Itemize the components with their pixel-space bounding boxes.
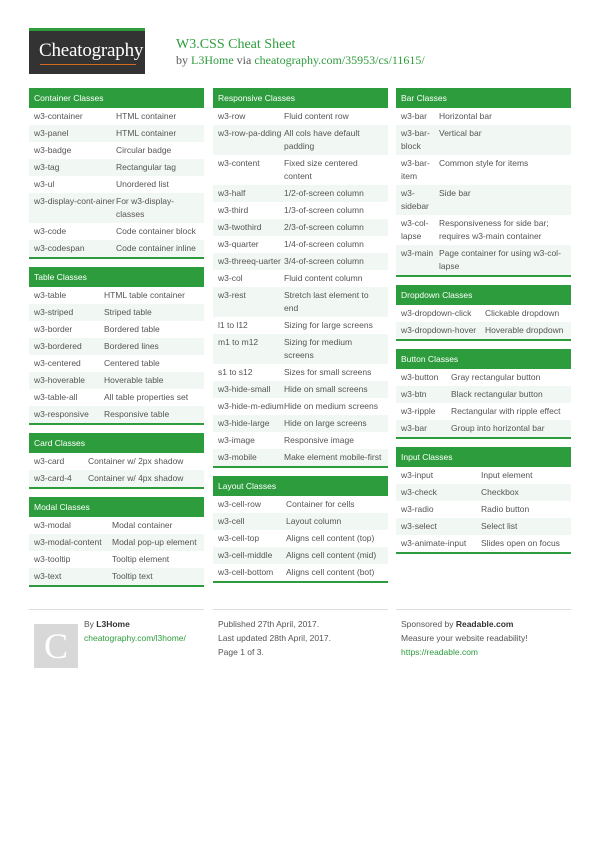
- class-description: Hide on small screens: [284, 384, 368, 394]
- class-description: Rectangular tag: [116, 162, 177, 172]
- cheatography-logo[interactable]: [29, 28, 145, 74]
- class-description: Circular badge: [116, 145, 172, 155]
- class-name: w3-table-all: [34, 392, 78, 402]
- table-row: [213, 496, 388, 513]
- class-description: Layout column: [286, 516, 342, 526]
- table-row: [213, 317, 388, 334]
- footer-divider: [29, 609, 204, 610]
- class-description: Vertical bar: [439, 128, 482, 138]
- table-row: [396, 386, 571, 403]
- section-dropdown-classes: [396, 285, 571, 341]
- table-row: [29, 406, 204, 423]
- section-title: Button Classes: [396, 349, 571, 369]
- table-row: [213, 449, 388, 466]
- class-name: w3-bar-item: [401, 158, 430, 181]
- class-description: Group into horizontal bar: [451, 423, 545, 433]
- class-description: Side bar: [439, 188, 471, 198]
- section-title: Bar Classes: [396, 88, 571, 108]
- class-description: Fluid content column: [284, 273, 363, 283]
- class-name: w3-button: [401, 372, 439, 382]
- byline: by L3Home via cheatography.com/35953/cs/11615/: [176, 53, 425, 67]
- class-description: 3/4-of-screen column: [284, 256, 364, 266]
- footer-divider: [396, 609, 571, 610]
- section-title: Container Classes: [29, 88, 204, 108]
- class-description: Stretch last element to end: [284, 290, 369, 313]
- footer-author-name: L3Home: [96, 619, 130, 629]
- section-title: Card Classes: [29, 433, 204, 453]
- class-description: Bordered lines: [104, 341, 159, 351]
- table-row: [213, 108, 388, 125]
- page-number: Page 1 of 3.: [218, 647, 264, 657]
- class-description: Common style for items: [439, 158, 529, 168]
- table-row: [396, 305, 571, 322]
- column-2: [213, 88, 388, 591]
- table-row: [396, 420, 571, 437]
- class-description: For w3-display-classes: [116, 196, 175, 219]
- logo-text: Cheatography: [39, 40, 144, 61]
- section-rows: [213, 108, 388, 466]
- table-row: [213, 530, 388, 547]
- class-description: HTML table container: [104, 290, 185, 300]
- class-description: Container for cells: [286, 499, 355, 509]
- class-name: w3-hoverable: [34, 375, 86, 385]
- class-name: w3-input: [401, 470, 434, 480]
- class-description: Input element: [481, 470, 533, 480]
- class-name: w3-hide-m-edium: [218, 401, 284, 411]
- class-description: Radio button: [481, 504, 530, 514]
- footer-divider: [213, 609, 388, 610]
- table-row: [396, 467, 571, 484]
- class-name: w3-hide-small: [218, 384, 271, 394]
- class-name: s1 to s12: [218, 367, 253, 377]
- table-row: [213, 236, 388, 253]
- class-name: w3-ul: [34, 179, 55, 189]
- class-name: l1 to l12: [218, 320, 248, 330]
- table-row: [29, 240, 204, 257]
- table-row: [213, 334, 388, 364]
- table-row: [29, 372, 204, 389]
- page-header: [29, 28, 589, 74]
- class-description: Responsive table: [104, 409, 170, 419]
- updated-date: Last updated 28th April, 2017.: [218, 633, 331, 643]
- logo-underline: [40, 64, 136, 65]
- class-name: w3-select: [401, 521, 437, 531]
- class-name: w3-cell: [218, 516, 245, 526]
- section-title: Modal Classes: [29, 497, 204, 517]
- page-title: W3.CSS Cheat Sheet: [176, 37, 296, 52]
- class-description: Bordered table: [104, 324, 160, 334]
- class-name: w3-code: [34, 226, 67, 236]
- class-description: Hide on medium screens: [284, 401, 379, 411]
- table-row: [396, 108, 571, 125]
- table-row: [213, 381, 388, 398]
- section-bar-classes: [396, 88, 571, 277]
- class-description: Responsiveness for side bar; requires w3-main container: [439, 218, 549, 241]
- class-name: w3-half: [218, 188, 246, 198]
- class-description: Gray rectangular button: [451, 372, 541, 382]
- table-row: [396, 535, 571, 552]
- class-name: w3-cell-top: [218, 533, 260, 543]
- table-row: [29, 321, 204, 338]
- section-rows: [396, 467, 571, 552]
- class-description: Modal container: [112, 520, 173, 530]
- class-name: w3-col-lapse: [401, 218, 429, 241]
- table-row: [29, 193, 204, 223]
- table-row: [29, 355, 204, 372]
- sponsor-link[interactable]: https://readable.com: [401, 647, 479, 657]
- class-description: Responsive image: [284, 435, 354, 445]
- class-description: Hoverable dropdown: [485, 325, 564, 335]
- class-name: w3-image: [218, 435, 255, 445]
- class-name: w3-row-pa-dding: [218, 128, 282, 138]
- class-description: Tooltip element: [112, 554, 170, 564]
- table-row: [396, 484, 571, 501]
- table-row: [213, 364, 388, 381]
- table-row: [29, 287, 204, 304]
- class-name: w3-modal-content: [34, 537, 102, 547]
- table-row: [29, 534, 204, 551]
- section-rows: [29, 108, 204, 257]
- table-row: [29, 338, 204, 355]
- table-row: [29, 304, 204, 321]
- section-rows: [396, 108, 571, 275]
- class-name: w3-table: [34, 290, 67, 300]
- class-name: w3-mobile: [218, 452, 257, 462]
- class-description: Sizes for small screens: [284, 367, 372, 377]
- class-description: Checkbox: [481, 487, 519, 497]
- class-name: w3-display-cont-ainer: [34, 196, 115, 206]
- class-description: 1/3-of-screen column: [284, 205, 364, 215]
- sponsor-name: Readable.com: [455, 619, 514, 629]
- class-name: w3-bar: [401, 423, 427, 433]
- table-row: [213, 547, 388, 564]
- sponsor-tagline: Measure your website readability!: [401, 633, 528, 643]
- section-input-classes: [396, 447, 571, 554]
- class-description: All table properties set: [104, 392, 189, 402]
- section-title: Responsive Classes: [213, 88, 388, 108]
- class-name: w3-animate-input: [401, 538, 467, 548]
- class-description: Tooltip text: [112, 571, 153, 581]
- section-rows: [29, 287, 204, 423]
- table-row: [29, 568, 204, 585]
- table-row: [213, 287, 388, 317]
- section-rows: [396, 305, 571, 339]
- table-row: [213, 398, 388, 415]
- class-description: Rectangular with ripple effect: [451, 406, 561, 416]
- class-description: HTML container: [116, 128, 177, 138]
- class-description: Sizing for large screens: [284, 320, 373, 330]
- class-description: All cols have default padding: [284, 128, 360, 151]
- class-description: Clickable dropdown: [485, 308, 560, 318]
- title-block: [176, 37, 425, 68]
- footer-dates: [218, 617, 331, 659]
- section-rows: [213, 496, 388, 581]
- section-table-classes: [29, 267, 204, 425]
- class-description: Modal pop-up element: [112, 537, 197, 547]
- class-name: w3-col: [218, 273, 243, 283]
- class-description: HTML container: [116, 111, 177, 121]
- class-description: Aligns cell content (top): [286, 533, 375, 543]
- class-name: w3-sidebar: [401, 188, 429, 211]
- table-row: [396, 185, 571, 215]
- class-description: Striped table: [104, 307, 152, 317]
- class-name: w3-cell-middle: [218, 550, 273, 560]
- class-name: w3-border: [34, 324, 73, 334]
- class-name: w3-check: [401, 487, 437, 497]
- class-description: 1/2-of-screen column: [284, 188, 364, 198]
- section-container-classes: [29, 88, 204, 259]
- class-name: w3-tag: [34, 162, 60, 172]
- class-name: w3-twothird: [218, 222, 262, 232]
- table-row: [29, 108, 204, 125]
- table-row: [213, 185, 388, 202]
- class-name: w3-btn: [401, 389, 427, 399]
- class-name: w3-responsive: [34, 409, 89, 419]
- section-title: Table Classes: [29, 267, 204, 287]
- class-description: Fluid content row: [284, 111, 349, 121]
- class-description: Select list: [481, 521, 518, 531]
- class-description: Hoverable table: [104, 375, 164, 385]
- class-description: Code container block: [116, 226, 196, 236]
- table-row: [396, 369, 571, 386]
- table-row: [213, 513, 388, 530]
- class-description: 1/4-of-screen column: [284, 239, 364, 249]
- column-3: [396, 88, 571, 562]
- class-name: w3-cell-bottom: [218, 567, 274, 577]
- table-row: [29, 551, 204, 568]
- table-row: [396, 322, 571, 339]
- class-name: w3-content: [218, 158, 260, 168]
- class-name: w3-rest: [218, 290, 246, 300]
- class-name: w3-card-4: [34, 473, 72, 483]
- class-name: w3-codespan: [34, 243, 85, 253]
- class-description: Make element mobile-first: [284, 452, 382, 462]
- table-row: [29, 142, 204, 159]
- class-name: w3-cell-row: [218, 499, 261, 509]
- table-row: [213, 253, 388, 270]
- class-description: Container w/ 4px shadow: [88, 473, 184, 483]
- footer-author: By L3Home cheatography.com/l3home/: [84, 619, 186, 643]
- class-name: w3-bar: [401, 111, 427, 121]
- class-name: w3-card: [34, 456, 65, 466]
- class-name: w3-third: [218, 205, 249, 215]
- class-name: w3-container: [34, 111, 83, 121]
- class-name: w3-bordered: [34, 341, 82, 351]
- class-name: w3-quarter: [218, 239, 259, 249]
- author-link[interactable]: L3Home: [191, 53, 234, 67]
- section-rows: [29, 453, 204, 487]
- section-layout-classes: [213, 476, 388, 583]
- section-responsive-classes: [213, 88, 388, 468]
- table-row: [396, 501, 571, 518]
- class-description: Horizontal bar: [439, 111, 492, 121]
- class-name: w3-striped: [34, 307, 74, 317]
- published-date: Published 27th April, 2017.: [218, 619, 320, 629]
- table-row: [213, 432, 388, 449]
- class-name: w3-dropdown-hover: [401, 325, 477, 335]
- class-name: w3-main: [401, 248, 434, 258]
- table-row: [213, 125, 388, 155]
- class-description: Slides open on focus: [481, 538, 560, 548]
- section-modal-classes: [29, 497, 204, 587]
- table-row: [396, 215, 571, 245]
- class-description: Aligns cell content (bot): [286, 567, 375, 577]
- table-row: [213, 270, 388, 287]
- section-rows: [29, 517, 204, 585]
- table-row: [213, 202, 388, 219]
- table-row: [396, 245, 571, 275]
- class-description: 2/3-of-screen column: [284, 222, 364, 232]
- class-name: w3-threeq-uarter: [218, 256, 281, 266]
- table-row: [29, 159, 204, 176]
- class-name: w3-modal: [34, 520, 71, 530]
- table-row: [213, 155, 388, 185]
- class-description: Centered table: [104, 358, 160, 368]
- table-row: [29, 389, 204, 406]
- avatar: C: [34, 624, 78, 668]
- section-button-classes: [396, 349, 571, 439]
- footer-sponsor: Sponsored by Readable.com Measure your website readability! https://readable.com: [401, 619, 528, 657]
- class-name: w3-row: [218, 111, 246, 121]
- table-row: [213, 415, 388, 432]
- class-name: w3-hide-large: [218, 418, 270, 428]
- section-title: Layout Classes: [213, 476, 388, 496]
- class-name: w3-bar-block: [401, 128, 430, 151]
- section-title: Dropdown Classes: [396, 285, 571, 305]
- class-description: Page container for using w3-col-lapse: [439, 248, 561, 271]
- class-name: w3-panel: [34, 128, 69, 138]
- section-title: Input Classes: [396, 447, 571, 467]
- table-row: [29, 517, 204, 534]
- column-1: [29, 88, 204, 595]
- class-description: Container w/ 2px shadow: [88, 456, 184, 466]
- table-row: [213, 564, 388, 581]
- class-name: w3-tooltip: [34, 554, 71, 564]
- section-card-classes: [29, 433, 204, 489]
- class-description: Fixed size centered content: [284, 158, 358, 181]
- table-row: [29, 470, 204, 487]
- class-name: w3-badge: [34, 145, 72, 155]
- class-description: Sizing for medium screens: [284, 337, 353, 360]
- class-name: w3-dropdown-click: [401, 308, 472, 318]
- class-name: w3-centered: [34, 358, 81, 368]
- footer-author-link[interactable]: cheatography.com/l3home/: [84, 633, 186, 643]
- table-row: [29, 176, 204, 193]
- table-row: [29, 223, 204, 240]
- table-row: [396, 155, 571, 185]
- class-description: Aligns cell content (mid): [286, 550, 377, 560]
- table-row: [29, 453, 204, 470]
- sheet-url-link[interactable]: cheatography.com/35953/cs/11615/: [254, 53, 425, 67]
- section-rows: [396, 369, 571, 437]
- class-name: m1 to m12: [218, 337, 259, 347]
- class-name: w3-radio: [401, 504, 434, 514]
- class-name: w3-ripple: [401, 406, 436, 416]
- table-row: [213, 219, 388, 236]
- class-description: Black rectangular button: [451, 389, 543, 399]
- table-row: [396, 518, 571, 535]
- table-row: [396, 403, 571, 420]
- class-description: Code container inline: [116, 243, 196, 253]
- table-row: [29, 125, 204, 142]
- class-description: Unordered list: [116, 179, 169, 189]
- class-name: w3-text: [34, 571, 62, 581]
- table-row: [396, 125, 571, 155]
- class-description: Hide on large screens: [284, 418, 367, 428]
